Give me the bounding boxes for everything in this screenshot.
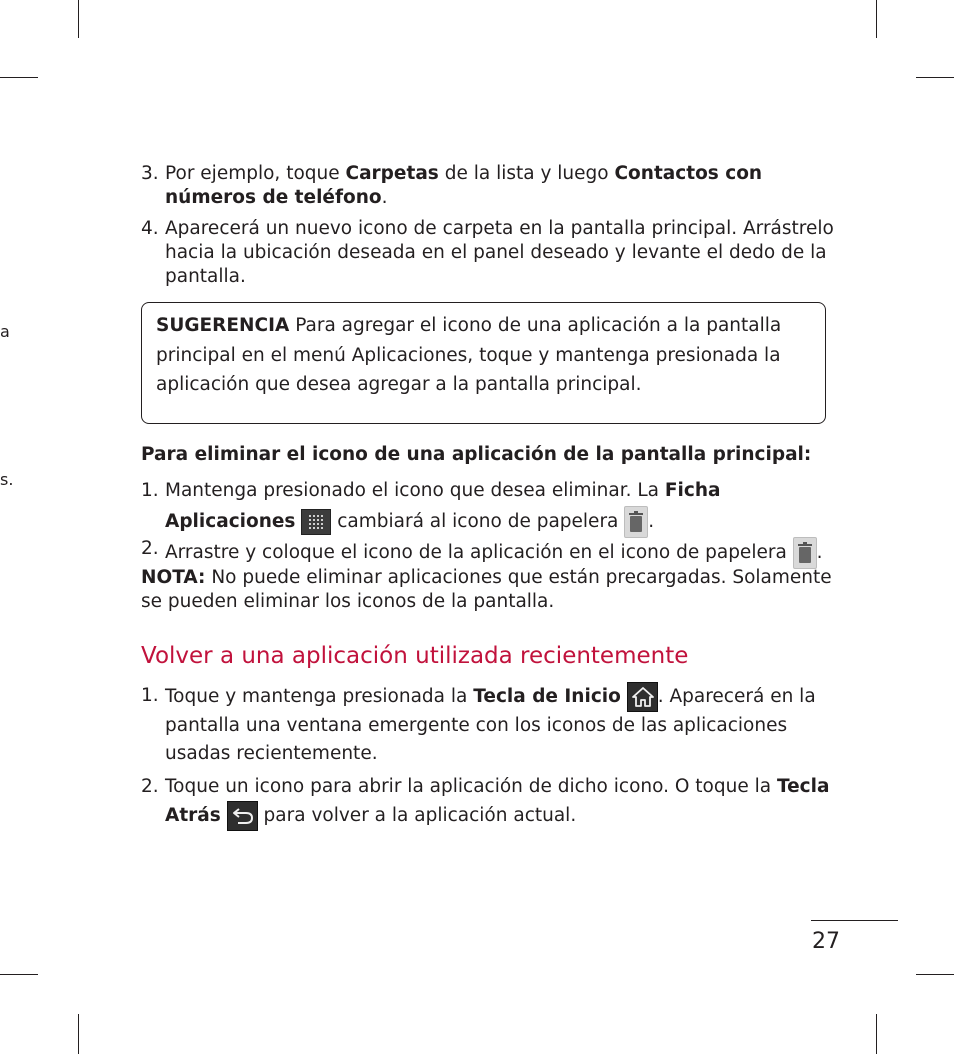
back-icon <box>227 801 258 831</box>
carpetas-label: Carpetas <box>345 163 439 184</box>
crop-mark <box>78 0 79 38</box>
remove-step-2 <box>141 537 841 569</box>
crop-mark <box>916 974 954 975</box>
section-title: Volver a una aplicación utilizada recientemente <box>141 643 689 669</box>
note-label: NOTA: <box>141 567 206 588</box>
remove-heading: Para eliminar el icono de una aplicación de la pantalla principal: <box>141 444 812 465</box>
page-number: 27 <box>812 929 840 954</box>
tip-box <box>141 302 826 424</box>
recent-step-2 <box>141 772 841 831</box>
step-number: 1. <box>141 685 159 706</box>
step-text: Toque y mantenga presionada la Tecla de Inicio . Aparecerá en la pantalla una ventana emergente con los iconos de las aplicaciones usadas recientemente. <box>165 682 841 768</box>
recent-step-1 <box>141 682 841 768</box>
note <box>141 566 841 614</box>
contactos-label: Contactos con números de teléfono <box>165 163 763 208</box>
crop-mark <box>916 77 954 78</box>
step-text: Mantenga presionado el icono que desea eliminar. La Ficha Aplicaciones cambiará al icono de papelera . <box>165 476 841 538</box>
step-number: 1. <box>141 480 159 501</box>
remove-step-1 <box>141 476 841 538</box>
step-text: Por ejemplo, toque Carpetas de la lista y luego Contactos con números de teléfono. <box>165 163 763 208</box>
step-number: 4. <box>141 218 159 239</box>
trash-icon <box>624 506 648 538</box>
trash-icon <box>793 537 817 569</box>
crop-mark <box>0 77 38 78</box>
step-text: Aparecerá un nuevo icono de carpeta en la pantalla principal. Arrástrelo hacia la ubicación deseada en el panel deseado y levante el dedo de la pantalla. <box>165 218 834 287</box>
apps-grid-icon <box>301 509 331 535</box>
step-number: 3. <box>141 163 159 184</box>
step-number: 2. <box>141 776 159 797</box>
tip-text: Para agregar el icono de una aplicación a la pantalla principal en el menú Aplicaciones, toque y mantenga presionada la aplicación que desea agregar a la pantalla principal. <box>156 315 782 395</box>
step-number: 2. <box>141 538 159 559</box>
crop-mark <box>876 1014 877 1054</box>
step-text: Toque un icono para abrir la aplicación de dicho icono. O toque la Tecla Atrás para volver a la aplicación actual. <box>165 772 841 831</box>
margin-fragment: a <box>0 322 10 341</box>
step-3 <box>141 162 841 210</box>
tecla-atras-label: Tecla Atrás <box>165 776 830 826</box>
crop-mark <box>876 0 877 38</box>
note-text: No puede eliminar aplicaciones que están precargadas. Solamente se pueden eliminar los iconos de la pantalla. <box>141 567 832 612</box>
margin-fragment: s. <box>0 470 14 489</box>
home-icon <box>627 682 658 712</box>
crop-mark <box>0 974 38 975</box>
page-number-rule <box>811 920 898 921</box>
step-4 <box>141 217 841 289</box>
ficha-aplicaciones-label: Ficha Aplicaciones <box>165 480 721 532</box>
tip-label: SUGERENCIA <box>156 315 290 336</box>
step-text: Arrastre y coloque el icono de la aplicación en el icono de papelera . <box>165 537 841 569</box>
crop-mark <box>78 1014 79 1054</box>
tecla-inicio-label: Tecla de Inicio <box>473 686 621 707</box>
